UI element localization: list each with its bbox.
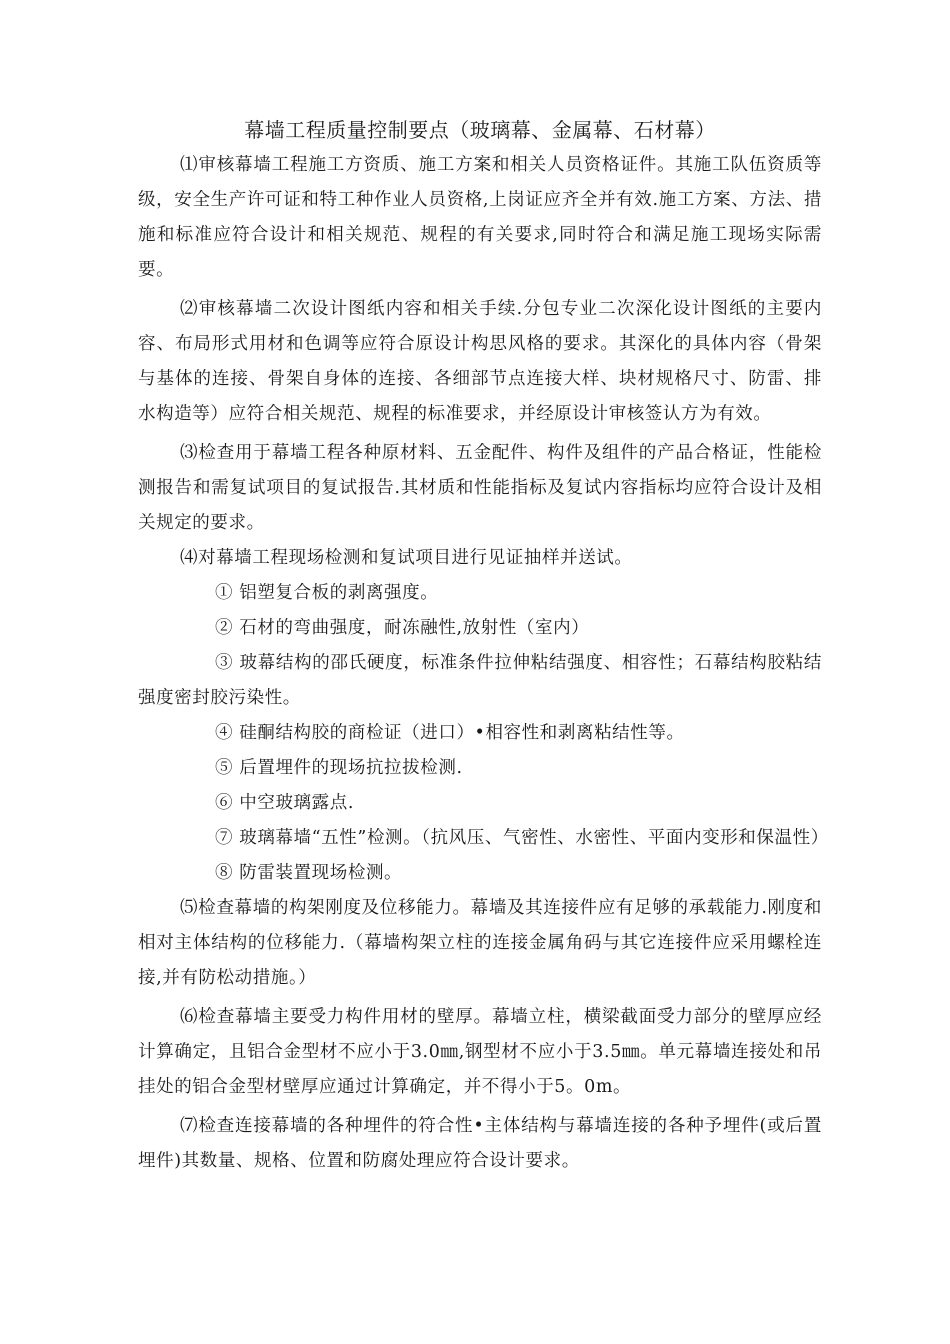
paragraph-4: ⑷对幕墙工程现场检测和复试项目进行见证抽样并送试。 xyxy=(180,548,633,568)
sub-item-1: ① 铝塑复合板的剥离强度。 xyxy=(215,583,439,603)
sub-item-3: ③ 玻幕结构的邵氏硬度，标准条件拉伸粘结强度、相容性；石幕结构胶粘结强度密封胶污染性。 xyxy=(138,653,822,708)
sub-item-7: ⑦ 玻璃幕墙“五性”检测。（抗风压、气密性、水密性、平面内变形和保温性） xyxy=(215,828,829,848)
paragraph-2: ⑵审核幕墙二次设计图纸内容和相关手续.分包专业二次深化设计图纸的主要内容、布局形式用材和色调等应符合原设计构思风格的要求。其深化的具体内容（骨架与基体的连接、骨架自身体的连接、各细部节点连接大样、块材规格尺寸、防雷、排水构造等）应符合相关规范、规程的标准要求，并经原设计审核签认方为有效。 xyxy=(138,299,822,424)
paragraph-6: ⑹检查幕墙主要受力构件用材的壁厚。幕墙立柱，横梁截面受力部分的壁厚应经计算确定，且铝合金型材不应小于3.0㎜,钢型材不应小于3.5㎜。单元幕墙连接处和吊挂处的铝合金型材壁厚应通过计算确定，并不得小于5。0m。 xyxy=(138,1007,822,1097)
paragraph-7: ⑺检查连接幕墙的各种埋件的符合性•主体结构与幕墙连接的各种予埋件(或后置埋件)其数量、规格、位置和防腐处理应符合设计要求。 xyxy=(138,1116,822,1171)
paragraph-5: ⑸检查幕墙的构架刚度及位移能力。幕墙及其连接件应有足够的承载能力.刚度和相对主体结构的位移能力.（幕墙构架立柱的连接金属角码与其它连接件应采用螺栓连接,并有防松动措施。） xyxy=(138,898,822,988)
sub-item-2: ② 石材的弯曲强度，耐冻融性,放射性（室内） xyxy=(215,618,590,638)
sub-item-8: ⑧ 防雷装置现场检测。 xyxy=(215,863,403,883)
document-title: 幕墙工程质量控制要点（玻璃幕、金属幕、石材幕） xyxy=(244,118,716,142)
paragraph-1: ⑴审核幕墙工程施工方资质、施工方案和相关人员资格证件。其施工队伍资质等级，安全生产许可证和特工种作业人员资格,上岗证应齐全并有效.施工方案、方法、措施和标准应符合设计和相关规范、规程的有关要求,同时符合和满足施工现场实际需要。 xyxy=(138,155,822,280)
sub-item-4: ④ 硅酮结构胶的商检证（进口）•相容性和剥离粘结性等。 xyxy=(215,723,685,743)
document-page xyxy=(138,116,829,1179)
paragraph-3: ⑶检查用于幕墙工程各种原材料、五金配件、构件及组件的产品合格证，性能检测报告和需复试项目的复试报告.其材质和性能指标及复试内容指标均应符合设计及相关规定的要求。 xyxy=(138,443,822,533)
sub-item-5: ⑤ 后置埋件的现场抗拉拔检测. xyxy=(215,758,463,778)
sub-item-6: ⑥ 中空玻璃露点. xyxy=(215,793,355,813)
